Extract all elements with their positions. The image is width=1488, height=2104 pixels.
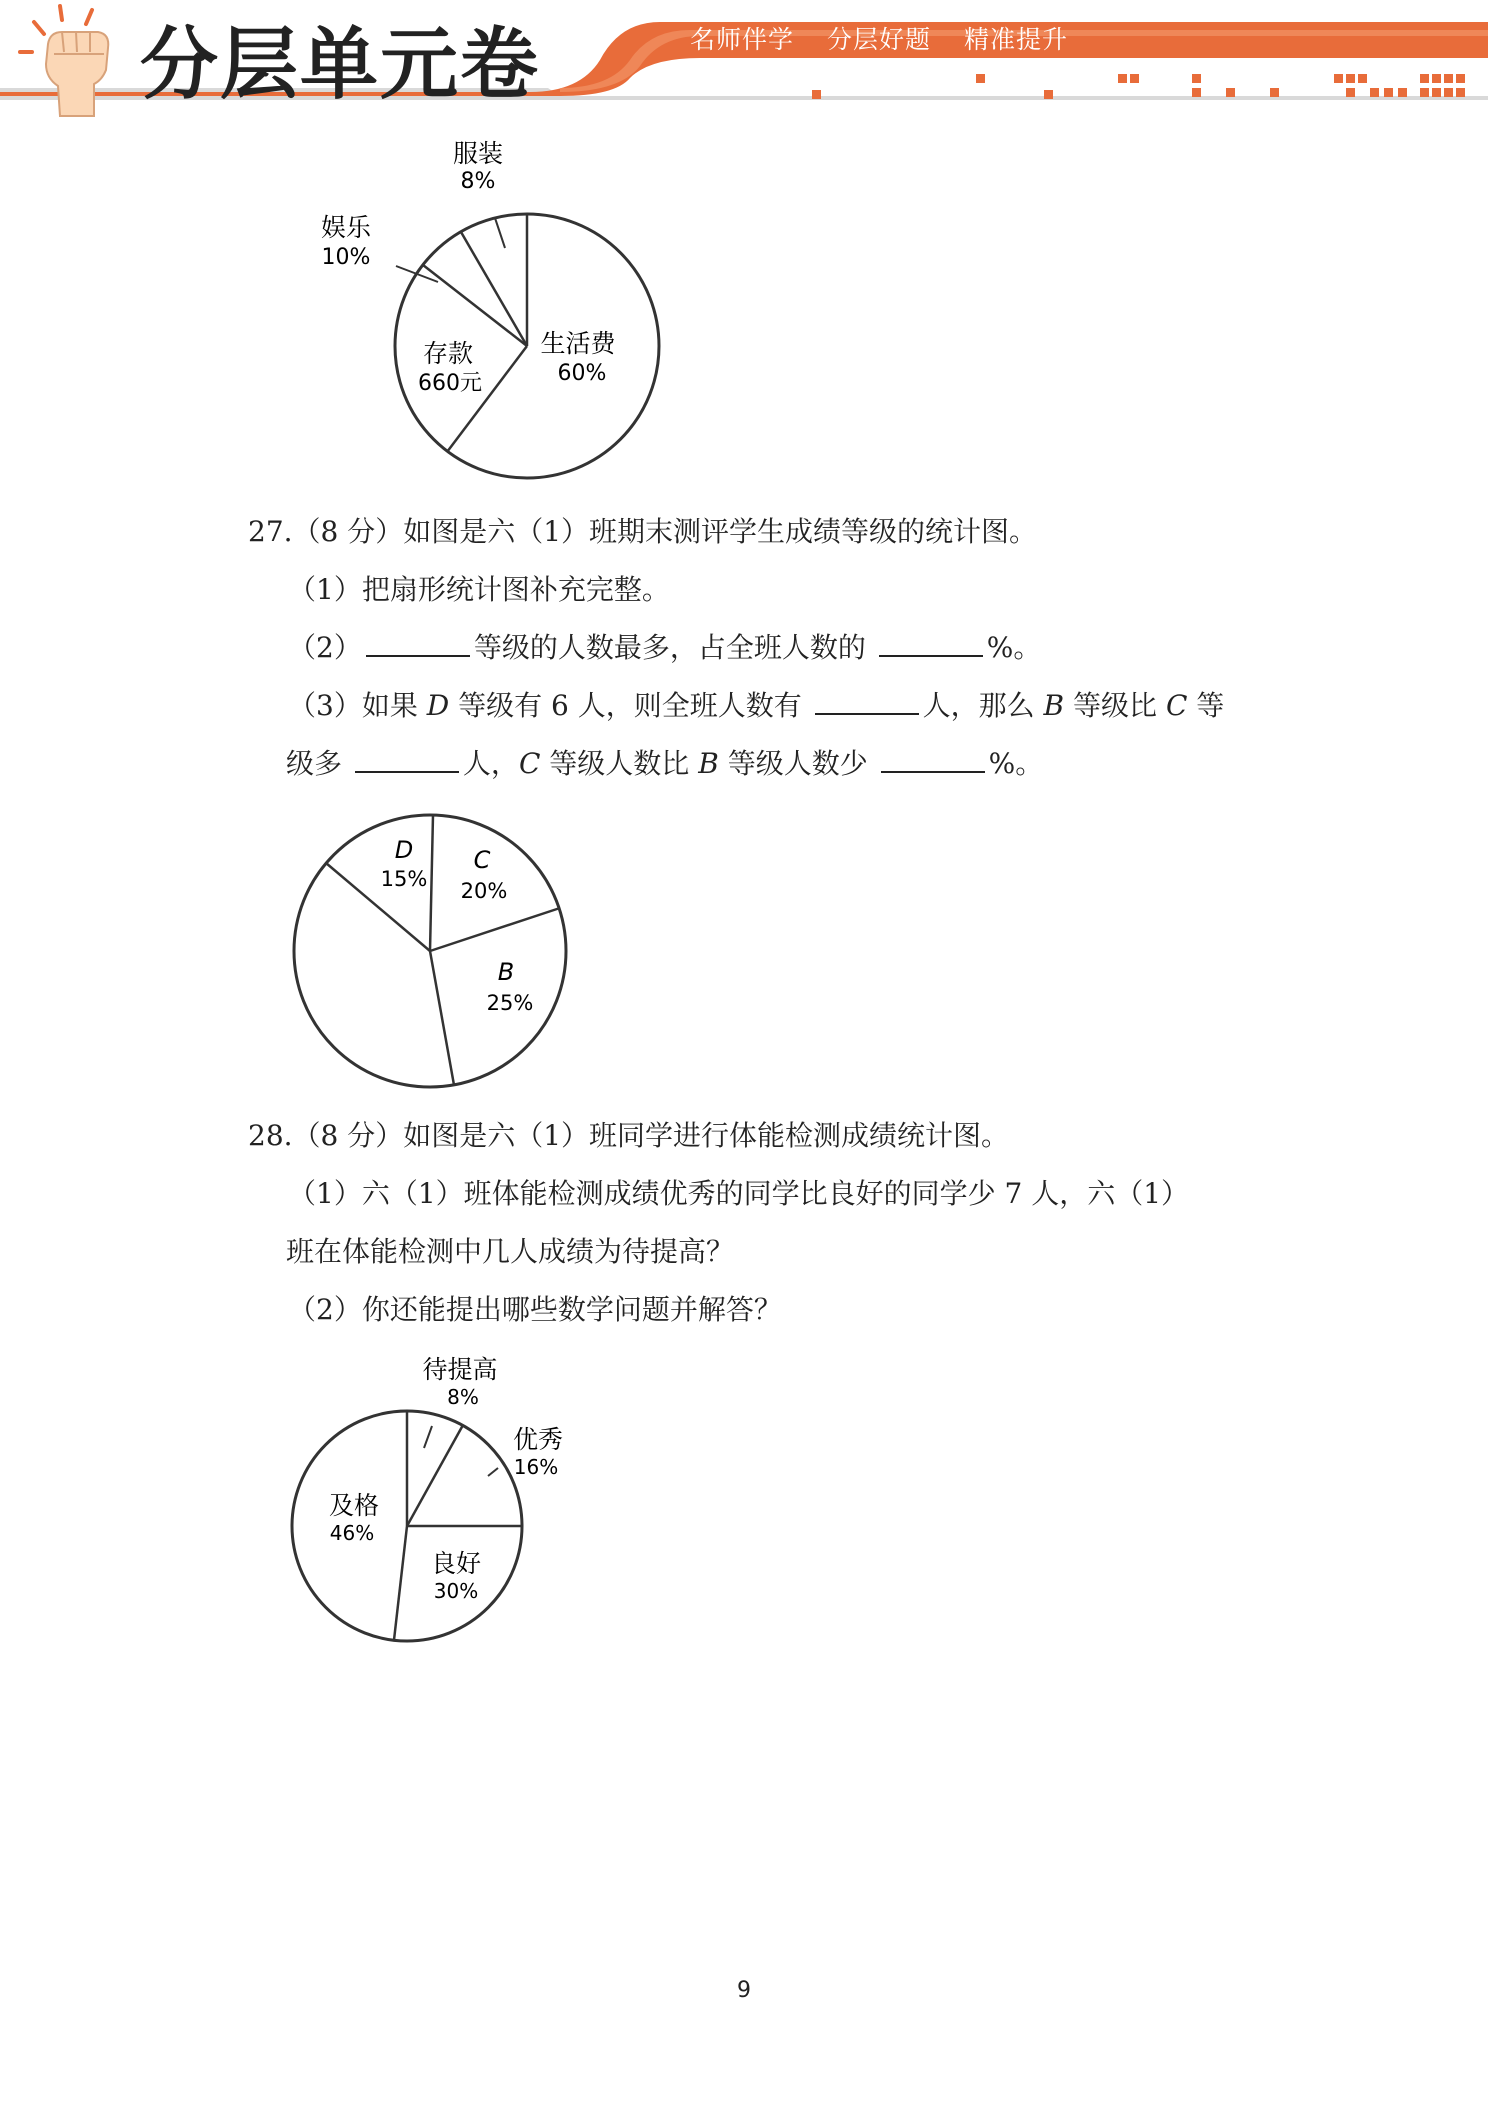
q28-stem: 28.（8 分）如图是六（1）班同学进行体能检测成绩统计图。 [248,1119,1010,1152]
slice-value: 60% [557,361,607,386]
slice-value: 25% [486,991,534,1015]
slice-label: 及格 [328,1491,380,1520]
brand-title: 分层单元卷 [140,20,541,110]
text: 等 [1196,689,1225,722]
text: 等级人数比 [549,747,690,780]
slice-label: 服装 [452,139,504,168]
slice-label: 娱乐 [320,213,372,242]
slice-value: 660元 [418,371,482,396]
leader-line [495,218,505,248]
pie-chart-grades [286,808,586,1098]
slice-label: B [497,958,515,986]
answer-blank[interactable] [881,743,985,773]
pie-divider [423,265,527,346]
text: 人， [462,747,519,780]
fist-logo-icon [14,0,124,118]
slice-value: 10% [321,245,371,270]
pie-divider [430,908,560,951]
pie-chart-spending [300,130,700,490]
text: 等级的人数最多，占全班人数的 [473,631,866,664]
leader-line [424,1426,432,1448]
leader-line [396,266,438,282]
text: 等级比 [1073,689,1158,722]
slice-label: C [473,846,491,874]
pie-divider [430,951,454,1085]
tagline-item: 分层好题 [826,25,931,54]
text: %。 [986,631,1042,664]
slice-label: 待提高 [422,1355,498,1384]
q27-part2 [288,619,1041,677]
var-d: D [426,689,450,722]
pie-divider [407,1425,463,1526]
text: 人，那么 [922,689,1035,722]
answer-blank[interactable] [355,743,459,773]
page-number: 9 [737,1978,751,2003]
slice-label: 存款 [422,339,474,368]
tagline-item: 精准提升 [963,25,1068,54]
page-header [0,0,1488,120]
text: 等级人数少 [727,747,868,780]
q28-part1-continued: 班在体能检测中几人成绩为待提高？ [286,1235,735,1268]
text: %。 [988,747,1044,780]
var-b: B [698,747,719,780]
var-b: B [1043,689,1065,722]
header-tagline [690,20,1092,56]
leader-line [488,1468,498,1476]
slice-value: 8% [447,1385,479,1409]
answer-blank[interactable] [815,685,919,715]
slice-value: 16% [513,1455,559,1479]
q27-part3-continued [286,735,1043,793]
q27-part1: （1）把扇形统计图补充完整。 [288,573,670,606]
slice-value: 8% [460,169,496,194]
text: 等级有 6 人，则全班人数有 [458,689,802,722]
slice-label: D [394,836,414,864]
var-c: C [518,747,541,780]
pie-chart-fitness [280,1348,600,1648]
q27-stem: 27.（8 分）如图是六（1）班期末测评学生成绩等级的统计图。 [248,515,1038,548]
slice-label: 生活费 [540,329,616,358]
slice-value: 20% [460,879,508,903]
tagline-item: 名师伴学 [690,25,795,54]
text: 级多 [286,747,343,780]
pie-divider [430,815,433,951]
slice-label: 优秀 [512,1425,564,1454]
pie-divider [461,232,527,346]
text: （2） [288,631,362,664]
slice-label: 良好 [430,1549,482,1578]
var-c: C [1165,689,1188,722]
q28-part1: （1）六（1）班体能检测成绩优秀的同学比良好的同学少 7 人，六（1） [288,1177,1190,1210]
q28-part2: （2）你还能提出哪些数学问题并解答？ [288,1293,782,1326]
pie-divider [394,1526,407,1640]
slice-value: 30% [433,1579,479,1603]
q27-part3 [288,677,1224,735]
answer-blank[interactable] [366,627,470,657]
slice-value: 46% [329,1521,375,1545]
slice-value: 15% [380,867,428,891]
answer-blank[interactable] [879,627,983,657]
text: （3）如果 [288,689,418,722]
